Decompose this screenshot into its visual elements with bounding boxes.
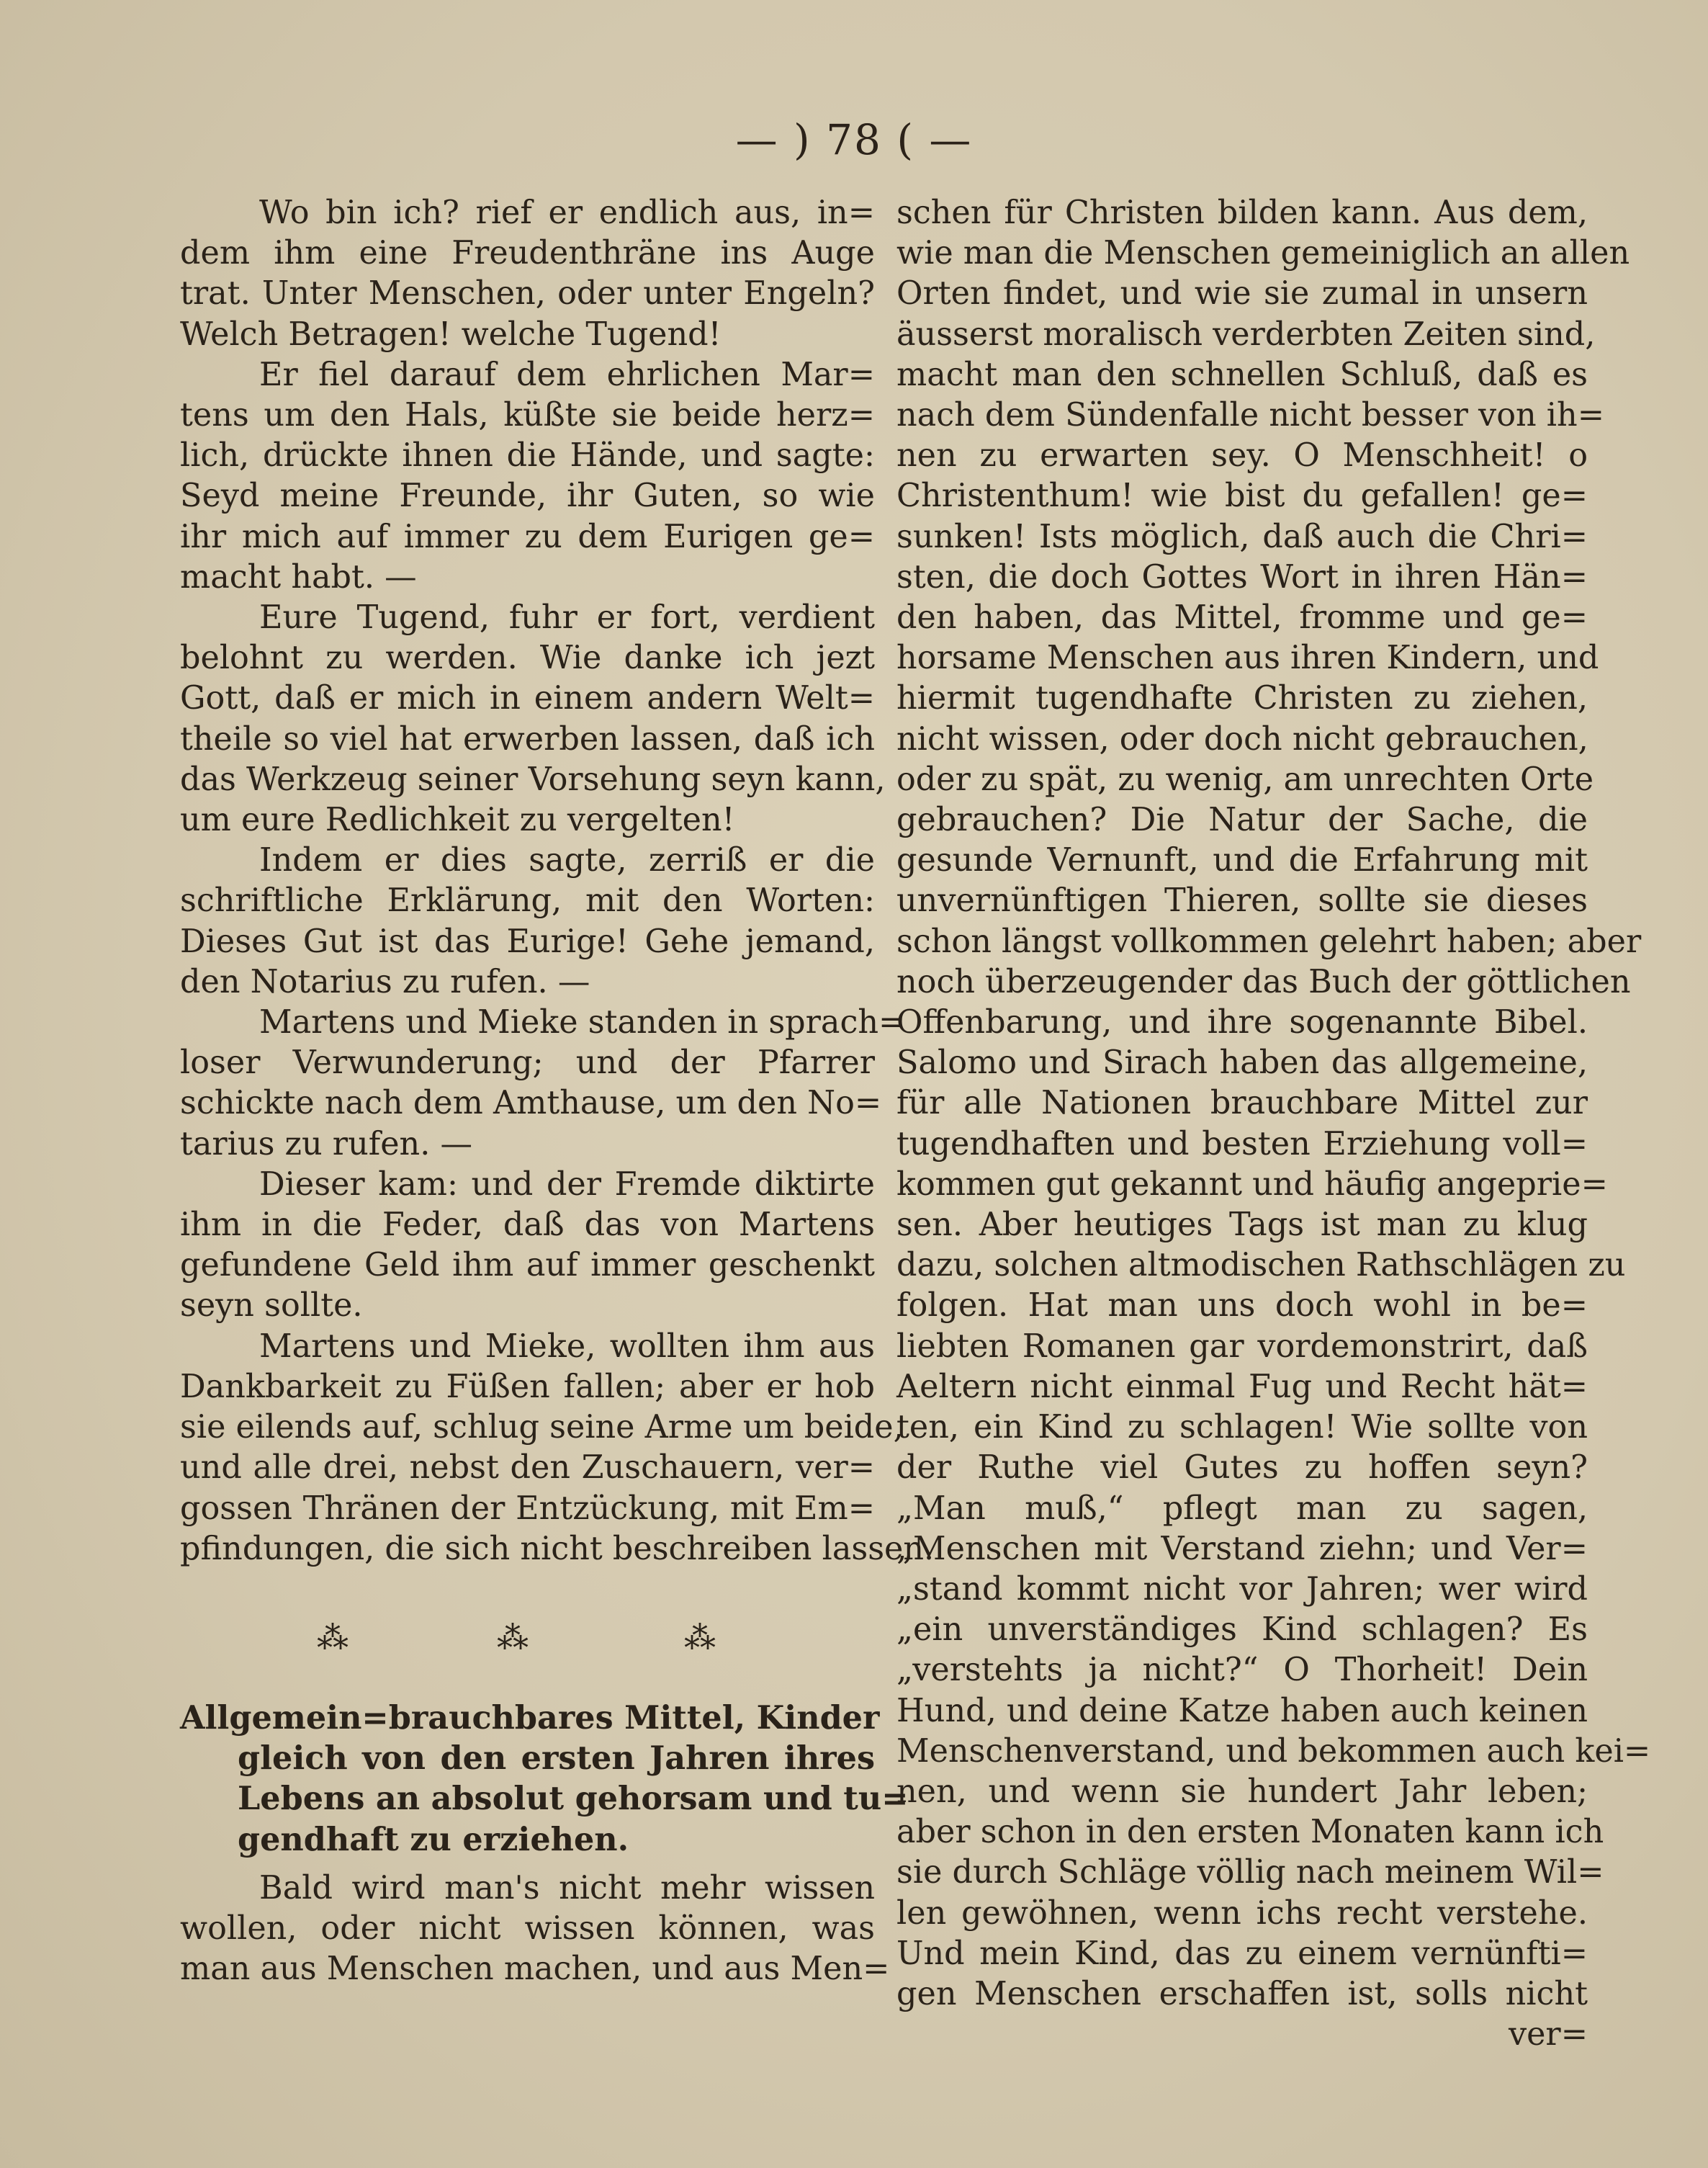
text-line: hiermit tugendhafte Christen zu ziehen, [896,680,1588,717]
text-line: tugendhaften und besten Erziehung voll= [896,1125,1588,1163]
text-line: lich, drückte ihnen die Hände, und sagte: [180,437,875,475]
text-line: wie man die Menschen gemeiniglich an allen [896,235,1630,272]
text-line: Martens und Mieke standen in sprach= [259,1004,906,1042]
text-line: liebten Romanen gar vordemonstrirt, daß [896,1327,1588,1365]
text-line: „ein unverständiges Kind schlagen? Es [896,1611,1588,1649]
right-column [896,193,1651,2055]
text-line: den haben, das Mittel, fromme und ge= [896,599,1588,637]
left-column [180,193,935,1989]
text-line: äusserst moralisch verderbten Zeiten sind, [896,315,1596,353]
text-line: noch überzeugender das Buch der göttlichen [896,963,1631,1000]
text-line: gossen Thränen der Entzückung, mit Em= [180,1490,875,1527]
text-line: seyn sollte. [180,1287,363,1325]
text-line: nen, und wenn sie hundert Jahr leben; [896,1773,1588,1810]
text-line: ten, ein Kind zu schlagen! Wie sollte von [896,1409,1588,1446]
text-line: schen für Christen bilden kann. Aus dem, [896,194,1588,231]
text-line: nicht wissen, oder doch nicht gebrauchen, [896,720,1588,758]
catchword: ver= [1508,2016,1588,2053]
text-line: macht habt. — [180,558,417,596]
text-line: man aus Menschen machen, und aus Men= [180,1950,890,1988]
text-line: Gott, daß er mich in einem andern Welt= [180,680,875,717]
text-line: nach dem Sündenfalle nicht besser von ih= [896,397,1604,434]
text-line: Martens und Mieke, wollten ihm aus [259,1327,875,1365]
text-line: Offenbarung, und ihre sogenannte Bibel. [896,1004,1588,1042]
text-line: aber schon in den ersten Monaten kann ich [896,1814,1604,1851]
text-line: ihr mich auf immer zu dem Eurigen ge= [180,518,875,555]
text-line: ihm in die Feder, daß das von Martens [180,1206,875,1244]
text-line: das Werkzeug seiner Vorsehung seyn kann, [180,761,886,798]
text-line: Wo bin ich? rief er endlich aus, in= [259,194,875,231]
text-line: trat. Unter Menschen, oder unter Engeln? [180,275,875,313]
text-line: Seyd meine Freunde, ihr Guten, so wie [180,478,875,515]
text-line: sunken! Ists möglich, daß auch die Chri= [896,518,1588,555]
asterism-divider [180,1593,875,1693]
text-line: dem ihm eine Freudenthräne ins Auge [180,235,875,272]
asterism: ⁂ [684,1619,719,1657]
text-line: Und mein Kind, das zu einem vernünfti= [896,1935,1588,1972]
text-line: horsame Menschen aus ihren Kindern, und [896,640,1599,677]
text-line: theile so viel hat erwerben lassen, daß ich [180,720,875,758]
left-column-text [180,193,935,1569]
text-line: gefundene Geld ihm auf immer geschenkt [180,1247,875,1284]
text-line: gen Menschen erschaffen ist, solls nicht [896,1975,1588,2012]
asterism: ⁂ [317,1619,351,1657]
text-line: dazu, solchen altmodischen Rathschlägen zu [896,1247,1626,1284]
text-line: sen. Aber heutiges Tags ist man zu klug [896,1206,1588,1244]
right-column-text [896,193,1651,2015]
text-line: Dieses Gut ist das Eurige! Gehe jemand, [180,923,875,960]
text-line: gesunde Vernunft, und die Erfahrung mit [896,842,1588,879]
text-line: Indem er dies sagte, zerriß er die [259,842,875,879]
text-line: Eure Tugend, fuhr er fort, verdient [259,599,875,637]
text-line: wollen, oder nicht wissen können, was [180,1909,875,1947]
text-line: „verstehts ja nicht?“ O Thorheit! Dein [896,1652,1588,1689]
text-line: Dieser kam: und der Fremde diktirte [259,1165,875,1203]
text-line: nen zu erwarten sey. O Menschheit! o [896,437,1588,475]
text-line: gendhaft zu erziehen. [238,1820,629,1858]
text-line: sten, die doch Gottes Wort in ihren Hän= [896,558,1588,596]
text-line: „Menschen mit Verstand ziehn; und Ver= [896,1530,1588,1567]
text-line: tarius zu rufen. — [180,1125,472,1163]
text-line: und alle drei, nebst den Zuschauern, ver= [180,1449,875,1487]
text-line: belohnt zu werden. Wie danke ich jezt [180,640,875,677]
text-line: Er fiel darauf dem ehrlichen Mar= [259,356,875,393]
text-line: den Notarius zu rufen. — [180,963,590,1000]
text-line: Aeltern nicht einmal Fug und Recht hät= [896,1368,1588,1405]
text-line: Welch Betragen! welche Tugend! [180,315,722,353]
text-line: schickte nach dem Amthause, um den No= [180,1085,882,1122]
text-line: der Ruthe viel Gutes zu hoffen seyn? [896,1449,1588,1487]
asterism: ⁂ [497,1619,531,1657]
text-line: tens um den Hals, küßte sie beide herz= [180,397,875,434]
text-line: unvernünftigen Thieren, sollte sie dieses [896,882,1588,920]
text-line: für alle Nationen brauchbare Mittel zur [896,1085,1588,1122]
text-line: Dankbarkeit zu Füßen fallen; aber er hob [180,1368,875,1405]
text-line: schon längst vollkommen gelehrt haben; aber [896,923,1642,960]
text-line: sie eilends auf, schlug seine Arme um beide, [180,1409,904,1446]
text-line: Orten findet, und wie sie zumal in unsern [896,275,1588,313]
page-number: — ) 78 ( — [735,115,973,164]
text-line: Menschenverstand, und bekommen auch kei= [896,1732,1651,1770]
section-heading [180,1698,909,1860]
text-line: macht man den schnellen Schluß, daß es [896,356,1588,393]
text-line: pfindungen, die sich nicht beschreiben lassen. [180,1530,935,1567]
text-line: „stand kommt nicht vor Jahren; wer wird [896,1570,1588,1608]
text-line: „Man muß,“ pflegt man zu sagen, [896,1490,1588,1527]
text-line: folgen. Hat man uns doch wohl in be= [896,1287,1588,1325]
text-line: len gewöhnen, wenn ichs recht verstehe. [896,1894,1588,1932]
text-line: um eure Redlichkeit zu vergelten! [180,802,735,839]
text-line: Lebens an absolut gehorsam und tu= [238,1780,909,1818]
text-line: Hund, und deine Katze haben auch keinen [896,1692,1588,1729]
text-line: gleich von den ersten Jahren ihres [238,1739,875,1778]
text-line: Christenthum! wie bist du gefallen! ge= [896,478,1588,515]
text-line: Bald wird man's nicht mehr wissen [259,1869,875,1907]
text-line: loser Verwunderung; und der Pfarrer [180,1044,875,1082]
text-line: Allgemein=brauchbares Mittel, Kinder [180,1698,880,1737]
text-line: sie durch Schläge völlig nach meinem Wil= [896,1854,1604,1891]
text-line: schriftliche Erklärung, mit den Worten: [180,882,875,920]
section-text [180,1868,890,1990]
text-line: Salomo und Sirach haben das allgemeine, [896,1044,1588,1082]
text-line: kommen gut gekannt und häufig angeprie= [896,1165,1608,1203]
text-line: oder zu spät, zu wenig, am unrechten Orte [896,761,1594,798]
text-line: gebrauchen? Die Natur der Sache, die [896,802,1588,839]
